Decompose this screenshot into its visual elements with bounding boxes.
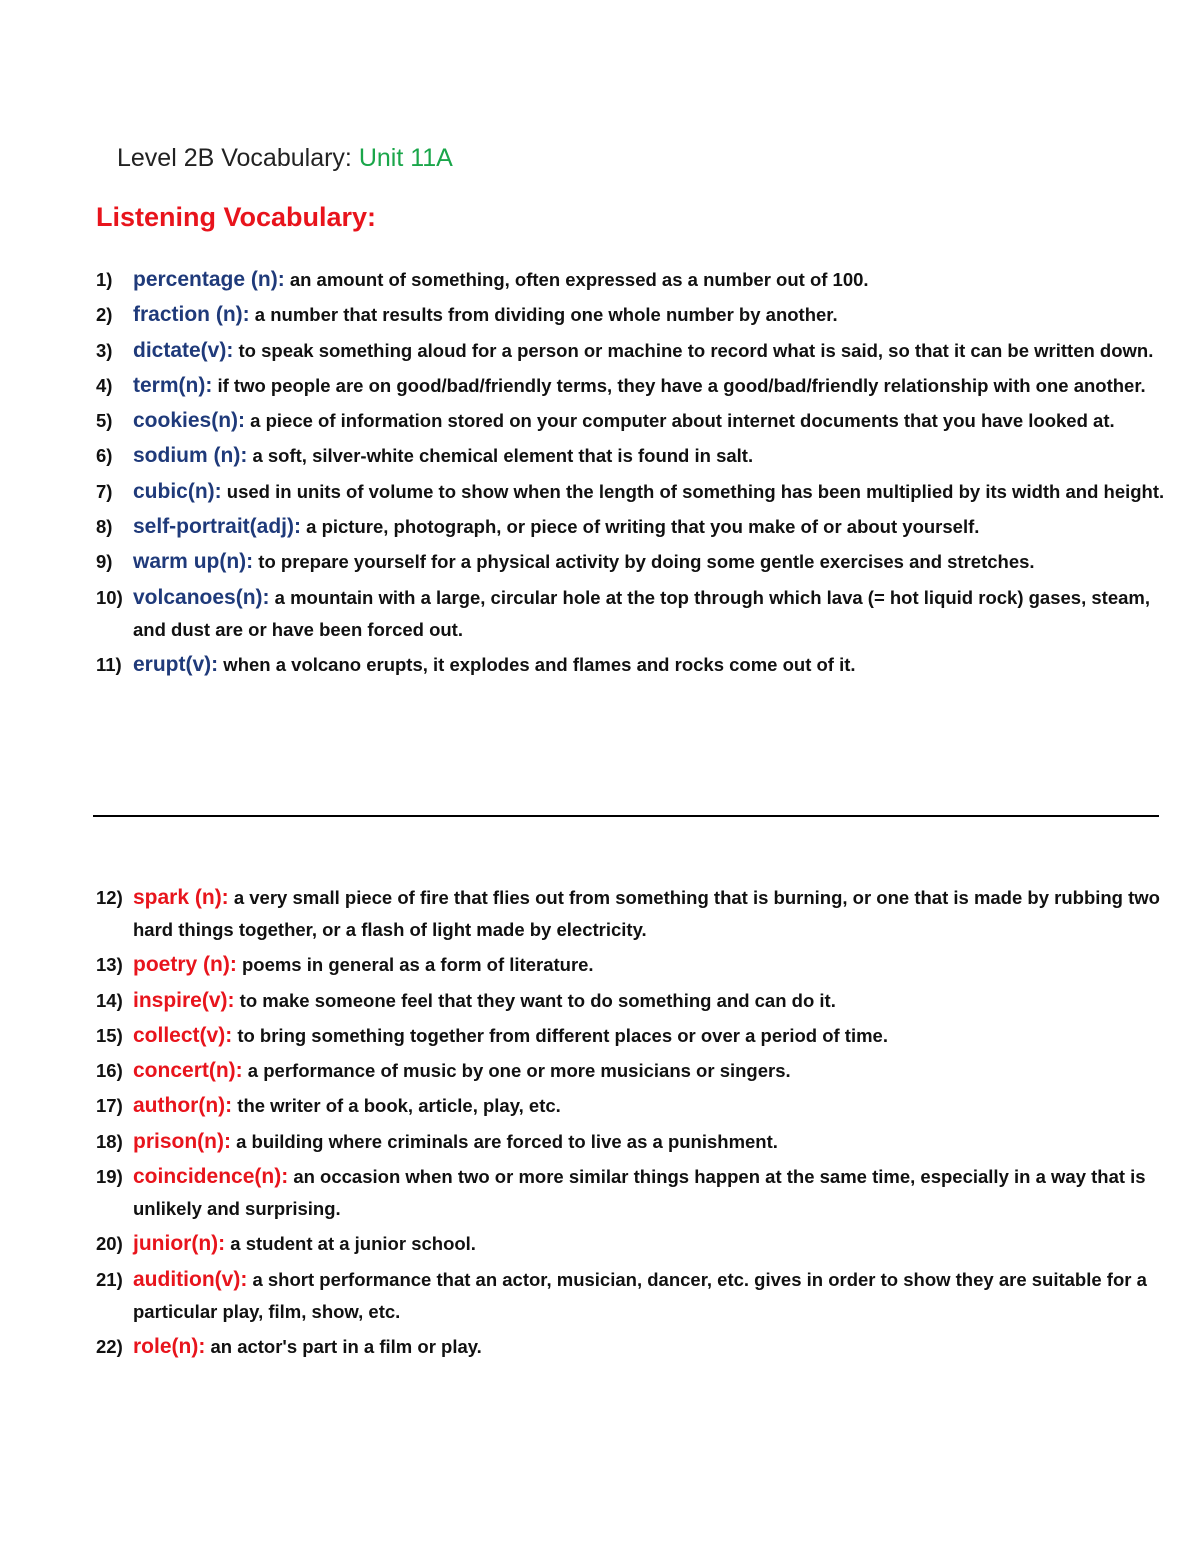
item-number: 3): [96, 339, 113, 361]
section-divider: [93, 815, 1159, 817]
item-number: 9): [96, 551, 113, 573]
vocab-item: [96, 476, 1166, 508]
vocab-term: cookies(n):: [133, 409, 246, 433]
vocab-item: [96, 649, 1166, 681]
vocab-definition: used in units of volume to show when the length of something has been multiplied by its width and height.: [221, 480, 1165, 502]
item-number: 11): [96, 653, 122, 675]
vocab-term: self-portrait(adj):: [133, 515, 301, 539]
item-number: 13): [96, 954, 123, 976]
vocab-item: [96, 335, 1166, 367]
vocab-item: [96, 582, 1166, 646]
title-unit: Unit 11A: [358, 144, 453, 172]
vocab-definition: an actor's part in a film or play.: [205, 1335, 482, 1357]
vocab-item: [96, 882, 1166, 946]
vocab-term: warm up(n):: [133, 550, 254, 574]
vocab-term: volcanoes(n):: [133, 585, 270, 609]
item-number: 19): [96, 1166, 123, 1188]
vocab-term: collect(v):: [133, 1023, 233, 1047]
vocab-definition: to make someone feel that they want to do something and can do it.: [234, 989, 836, 1011]
item-number: 17): [96, 1095, 123, 1117]
vocab-item: [96, 1090, 1166, 1122]
vocab-item: [96, 1228, 1166, 1260]
vocab-definition: a picture, photograph, or piece of writing that you make of or about yourself.: [301, 516, 980, 538]
vocab-definition: the writer of a book, article, play, etc.: [232, 1095, 561, 1117]
item-number: 2): [96, 304, 113, 326]
vocab-definition: a mountain with a large, circular hole at the top through which lava (= hot liquid rock) gases, steam, and dust are or have been forced out.: [133, 586, 1150, 640]
item-number: 20): [96, 1233, 123, 1255]
item-number: 4): [96, 374, 113, 396]
vocab-item: [96, 1331, 1166, 1363]
vocab-definition: to prepare yourself for a physical activity by doing some gentle exercises and stretches.: [253, 551, 1035, 573]
vocab-item: [96, 1055, 1166, 1087]
vocab-definition: a building where criminals are forced to live as a punishment.: [230, 1130, 778, 1152]
item-number: 15): [96, 1024, 123, 1046]
vocab-term: fraction (n):: [133, 303, 250, 327]
title-prefix: Level 2B Vocabulary:: [117, 144, 359, 172]
vocab-term: term(n):: [133, 373, 213, 397]
item-number: 1): [96, 269, 113, 290]
vocab-definition: to bring something together from different places or over a period of time.: [232, 1024, 888, 1046]
vocab-definition: a soft, silver-white chemical element that is found in salt.: [247, 445, 754, 467]
vocab-definition: a very small piece of fire that flies out from something that is burning, or one that is made by rubbing two hard things together, or a flash of light made by electricity.: [133, 887, 1160, 940]
vocab-item: [96, 1126, 1166, 1158]
item-number: 8): [96, 516, 113, 538]
vocab-definition: when a volcano erupts, it explodes and flames and rocks come out of it.: [218, 653, 856, 675]
vocab-item: [96, 949, 1166, 981]
vocab-item: [96, 264, 1166, 296]
vocab-item: [96, 370, 1166, 402]
vocab-term: audition(v):: [133, 1267, 248, 1291]
vocab-definition: poems in general as a form of literature.: [236, 954, 594, 976]
vocab-item: [96, 985, 1166, 1017]
vocabulary-list-part-2: [96, 882, 1166, 1366]
vocab-definition: a performance of music by one or more musicians or singers.: [242, 1060, 791, 1082]
item-number: 16): [96, 1060, 123, 1082]
vocab-term: erupt(v):: [133, 652, 219, 676]
vocab-term: poetry (n):: [133, 953, 237, 977]
vocab-item: [96, 1020, 1166, 1052]
vocab-term: dictate(v):: [133, 338, 234, 362]
vocab-item: [96, 511, 1166, 543]
vocabulary-list-part-1: [96, 264, 1166, 684]
vocab-item: [96, 405, 1166, 437]
vocab-item: [96, 546, 1166, 578]
vocab-term: cubic(n):: [133, 479, 222, 503]
section-heading: Listening Vocabulary:: [96, 202, 377, 232]
item-number: 18): [96, 1130, 123, 1152]
vocab-definition: a piece of information stored on your computer about internet documents that you have looked at.: [245, 410, 1115, 432]
item-number: 21): [96, 1268, 123, 1290]
vocab-term: role(n):: [133, 1334, 206, 1358]
vocab-item: [96, 1264, 1166, 1328]
item-number: 7): [96, 480, 113, 502]
item-number: 22): [96, 1335, 123, 1357]
vocab-term: spark (n):: [133, 886, 229, 909]
vocab-definition: an amount of something, often expressed as a number out of 100.: [284, 269, 869, 290]
vocab-term: junior(n):: [133, 1232, 226, 1256]
vocab-term: sodium (n):: [133, 444, 248, 468]
vocab-term: author(n):: [133, 1094, 233, 1118]
item-number: 10): [96, 586, 123, 608]
vocab-definition: a number that results from dividing one whole number by another.: [249, 304, 838, 326]
item-number: 12): [96, 887, 123, 908]
vocab-term: prison(n):: [133, 1129, 231, 1153]
vocab-term: concert(n):: [133, 1059, 243, 1083]
item-number: 5): [96, 410, 113, 432]
vocab-term: coincidence(n):: [133, 1165, 289, 1189]
vocab-term: percentage (n):: [133, 268, 285, 291]
vocab-definition: to speak something aloud for a person or machine to record what is said, so that it can be written down.: [233, 339, 1154, 361]
vocab-definition: if two people are on good/bad/friendly terms, they have a good/bad/friendly relationship with one another.: [212, 374, 1146, 396]
item-number: 6): [96, 445, 113, 467]
vocab-term: inspire(v):: [133, 988, 235, 1012]
vocab-item: [96, 299, 1166, 331]
vocab-definition: a short performance that an actor, musician, dancer, etc. gives in order to show they are suitable for a particular play, film, show, etc.: [133, 1268, 1147, 1322]
vocab-item: [96, 440, 1166, 472]
item-number: 14): [96, 989, 123, 1011]
page-title: [117, 144, 453, 173]
vocab-item: [96, 1161, 1166, 1225]
vocab-definition: a student at a junior school.: [225, 1233, 476, 1255]
vocab-definition: an occasion when two or more similar things happen at the same time, especially in a way that is unlikely and surprising.: [133, 1166, 1146, 1220]
